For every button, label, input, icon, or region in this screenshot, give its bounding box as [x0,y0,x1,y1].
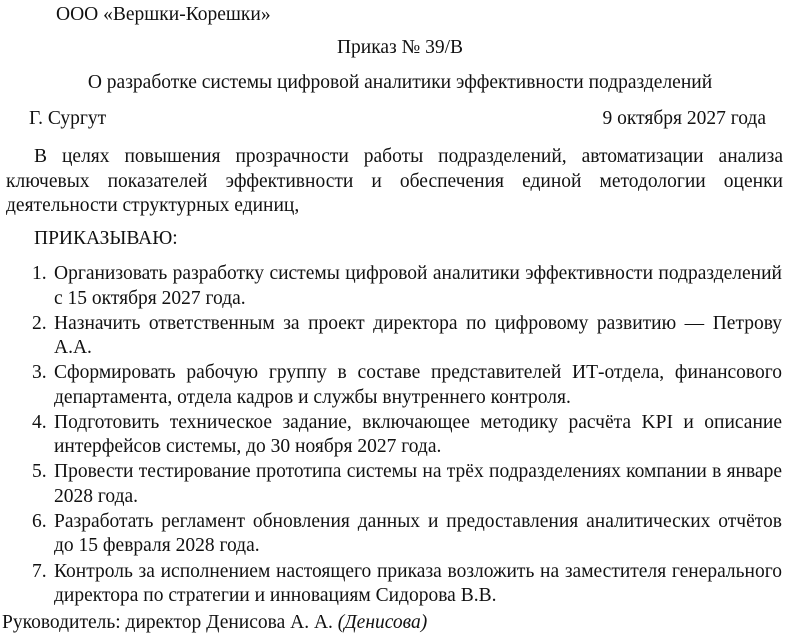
list-item [32,560,782,609]
item-number: 6. [32,510,47,532]
item-text: Организовать разработку системы цифровой аналитики эффективности подразделений с 15 октября 2027 года. [54,263,782,309]
signature-line [2,612,427,634]
list-item [32,510,782,559]
organization-name: ООО «Вершки-Корешки» [56,4,271,25]
item-number: 7. [32,560,47,582]
list-item [32,312,782,361]
item-text: Подготовить техническое задание, включающее методику расчёта KPI и описание интерфейсов системы, до 30 ноября 2027 года. [54,411,782,458]
order-subject: О разработке системы цифровой аналитики эффективности подразделений [87,72,713,93]
item-text: Контроль за исполнением настоящего приказа возложить на заместителя генерального директора по стратегии и инновациям Сидорова В.В. [54,560,782,607]
item-text: Сформировать рабочую группу в составе представителей ИТ-отдела, финансового департамента, отдела кадров и службы внутреннего контроля. [54,362,782,408]
item-number: 3. [32,362,47,384]
item-number: 1. [32,263,47,284]
signature-handwritten: (Денисова) [337,612,428,633]
list-item [32,460,782,509]
preamble-paragraph: В целях повышения прозрачности работы подразделений, автоматизации анализа ключевых показателей эффективности и обеспечения единой методологии оценки деятельности структурных единиц, [6,146,783,216]
list-item [32,262,782,311]
list-item [32,411,782,460]
order-items-list [32,262,782,609]
item-number: 5. [32,461,47,483]
item-text: Назначить ответственным за проект директора по цифровому развитию — Петрову А.А. [54,312,782,359]
item-text: Провести тестирование прототипа системы на трёх подразделениях компании в январе 2028 года. [54,461,782,507]
signature-label: Руководитель: директор Денисова А. А. [2,612,333,633]
city: Г. Сургут [29,108,107,129]
order-number: Приказ № 39/В [336,37,464,58]
command-heading: ПРИКАЗЫВАЮ: [34,228,178,249]
order-date: 9 октября 2027 года [602,108,766,129]
list-item [32,361,782,410]
item-number: 4. [32,411,47,433]
item-number: 2. [32,312,47,334]
item-text: Разработать регламент обновления данных и предоставления аналитических отчётов до 15 февраля 2028 года. [54,510,782,557]
